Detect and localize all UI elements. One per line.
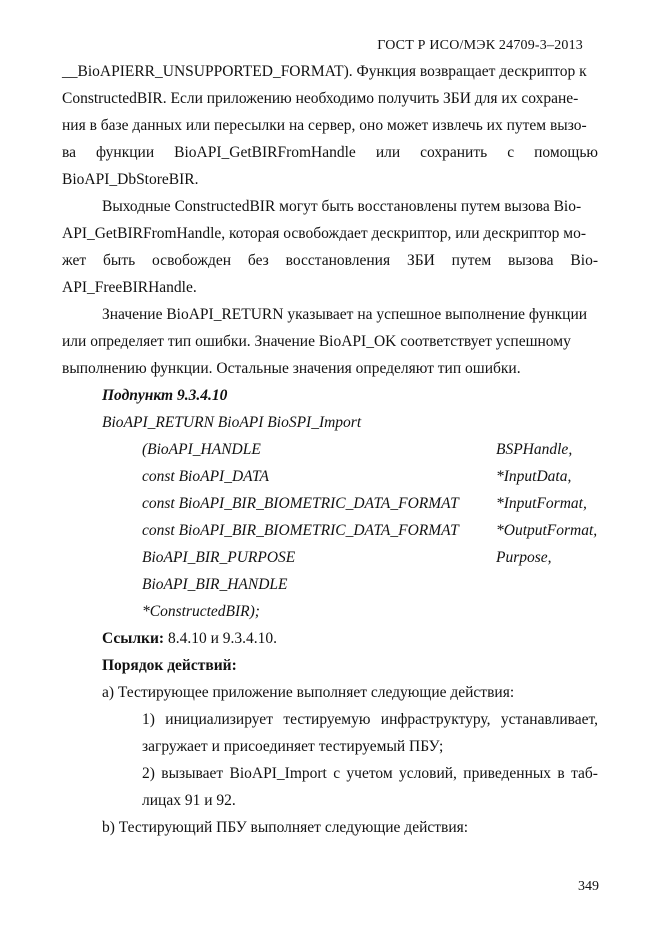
step-a2-line2: лицах 91 и 92. xyxy=(142,792,236,809)
word: условий, xyxy=(399,765,457,782)
word: ЗБИ xyxy=(406,252,435,269)
references xyxy=(102,629,277,649)
para1-line1: __BioAPIERR_UNSUPPORTED_FORMAT). Функция возвращает дескриптор к xyxy=(62,63,587,80)
word: устанавливает, xyxy=(500,711,598,728)
step-b: b) Тестирующий ПБУ выполняет следующие действия: xyxy=(102,819,469,836)
word: инициализирует xyxy=(165,711,273,728)
page-header: ГОСТ Р ИСО/МЭК 24709-3–2013 xyxy=(377,38,583,53)
word: учетом xyxy=(346,765,393,782)
word: с xyxy=(507,144,515,161)
param-name: *OutputFormat, xyxy=(496,522,598,539)
param-type: const BioAPI_BIR_BIOMETRIC_DATA_FORMAT xyxy=(142,495,459,512)
param-type: BioAPI_BIR_HANDLE xyxy=(142,576,288,593)
word: освобожден xyxy=(152,252,232,269)
step-a: а) Тестирующее приложение выполняет следующие действия: xyxy=(102,684,515,701)
step-a1-line2: загружает и присоединяет тестируемый ПБУ; xyxy=(142,738,444,755)
references-text: 8.4.10 и 9.3.4.10. xyxy=(164,630,278,647)
word: инфраструктуру, xyxy=(380,711,491,728)
para3-line3: выполнению функции. Остальные значения определяют тип ошибки. xyxy=(62,360,521,377)
para1-line2: ConstructedBIR. Если приложению необходимо получить ЗБИ для их сохране- xyxy=(62,90,579,107)
word: BioAPI_GetBIRFromHandle xyxy=(174,144,356,161)
word: восстановления xyxy=(285,252,391,269)
word: Bio- xyxy=(570,252,598,269)
word: с xyxy=(333,765,341,782)
word: 2) xyxy=(142,765,155,782)
param-type: const BioAPI_DATA xyxy=(142,468,269,485)
word: BioAPI_Import xyxy=(229,765,327,782)
word: быть xyxy=(103,252,136,269)
para1-line5: BioAPI_DbStoreBIR. xyxy=(62,171,199,188)
references-label: Ссылки: xyxy=(102,630,165,647)
para2-line3 xyxy=(62,251,598,271)
para3-line1: Значение BioAPI_RETURN указывает на успешное выполнение функции xyxy=(102,306,588,323)
param-name: *InputData, xyxy=(496,468,572,485)
word: вызова xyxy=(508,252,554,269)
subsection-heading: Подпункт 9.3.4.10 xyxy=(102,387,228,404)
word: таб- xyxy=(571,765,598,782)
word: 1) xyxy=(142,711,155,728)
word: путем xyxy=(451,252,492,269)
word: без xyxy=(247,252,269,269)
param-type: const BioAPI_BIR_BIOMETRIC_DATA_FORMAT xyxy=(142,522,459,539)
word: или xyxy=(375,144,401,161)
word: приведенных xyxy=(463,765,552,782)
page-number: 349 xyxy=(578,879,599,894)
param-type: *ConstructedBIR); xyxy=(142,603,260,620)
word: сохранить xyxy=(420,144,488,161)
step-a1-line1 xyxy=(142,710,598,730)
param-name: *InputFormat, xyxy=(496,495,587,512)
param-name: Purpose, xyxy=(496,549,552,566)
param-type: (BioAPI_HANDLE xyxy=(142,441,261,458)
word: в xyxy=(557,765,565,782)
procedure-heading: Порядок действий: xyxy=(102,657,237,674)
para2-line2: API_GetBIRFromHandle, которая освобождает дескриптор, или дескриптор мо- xyxy=(62,225,587,242)
word: ва xyxy=(62,144,76,161)
word: тестируемую xyxy=(283,711,371,728)
signature-head: BioAPI_RETURN BioAPI BioSPI_Import xyxy=(102,414,362,431)
word: помощью xyxy=(534,144,598,161)
para3-line2: или определяет тип ошибки. Значение BioAPI_OK соответствует успешному xyxy=(62,333,571,350)
para2-line4: API_FreeBIRHandle. xyxy=(62,279,197,296)
step-a2-line1 xyxy=(142,764,598,784)
para1-line3: ния в базе данных или пересылки на сервер, оно может извлечь их путем вызо- xyxy=(62,117,587,134)
param-type: BioAPI_BIR_PURPOSE xyxy=(142,549,296,566)
param-name: BSPHandle, xyxy=(496,441,573,458)
para2-line1: Выходные ConstructedBIR могут быть восстановлены путем вызова Bio- xyxy=(102,198,582,215)
word: функции xyxy=(96,144,155,161)
word: вызывает xyxy=(161,765,224,782)
word: жет xyxy=(62,252,87,269)
para1-line4 xyxy=(62,143,598,163)
